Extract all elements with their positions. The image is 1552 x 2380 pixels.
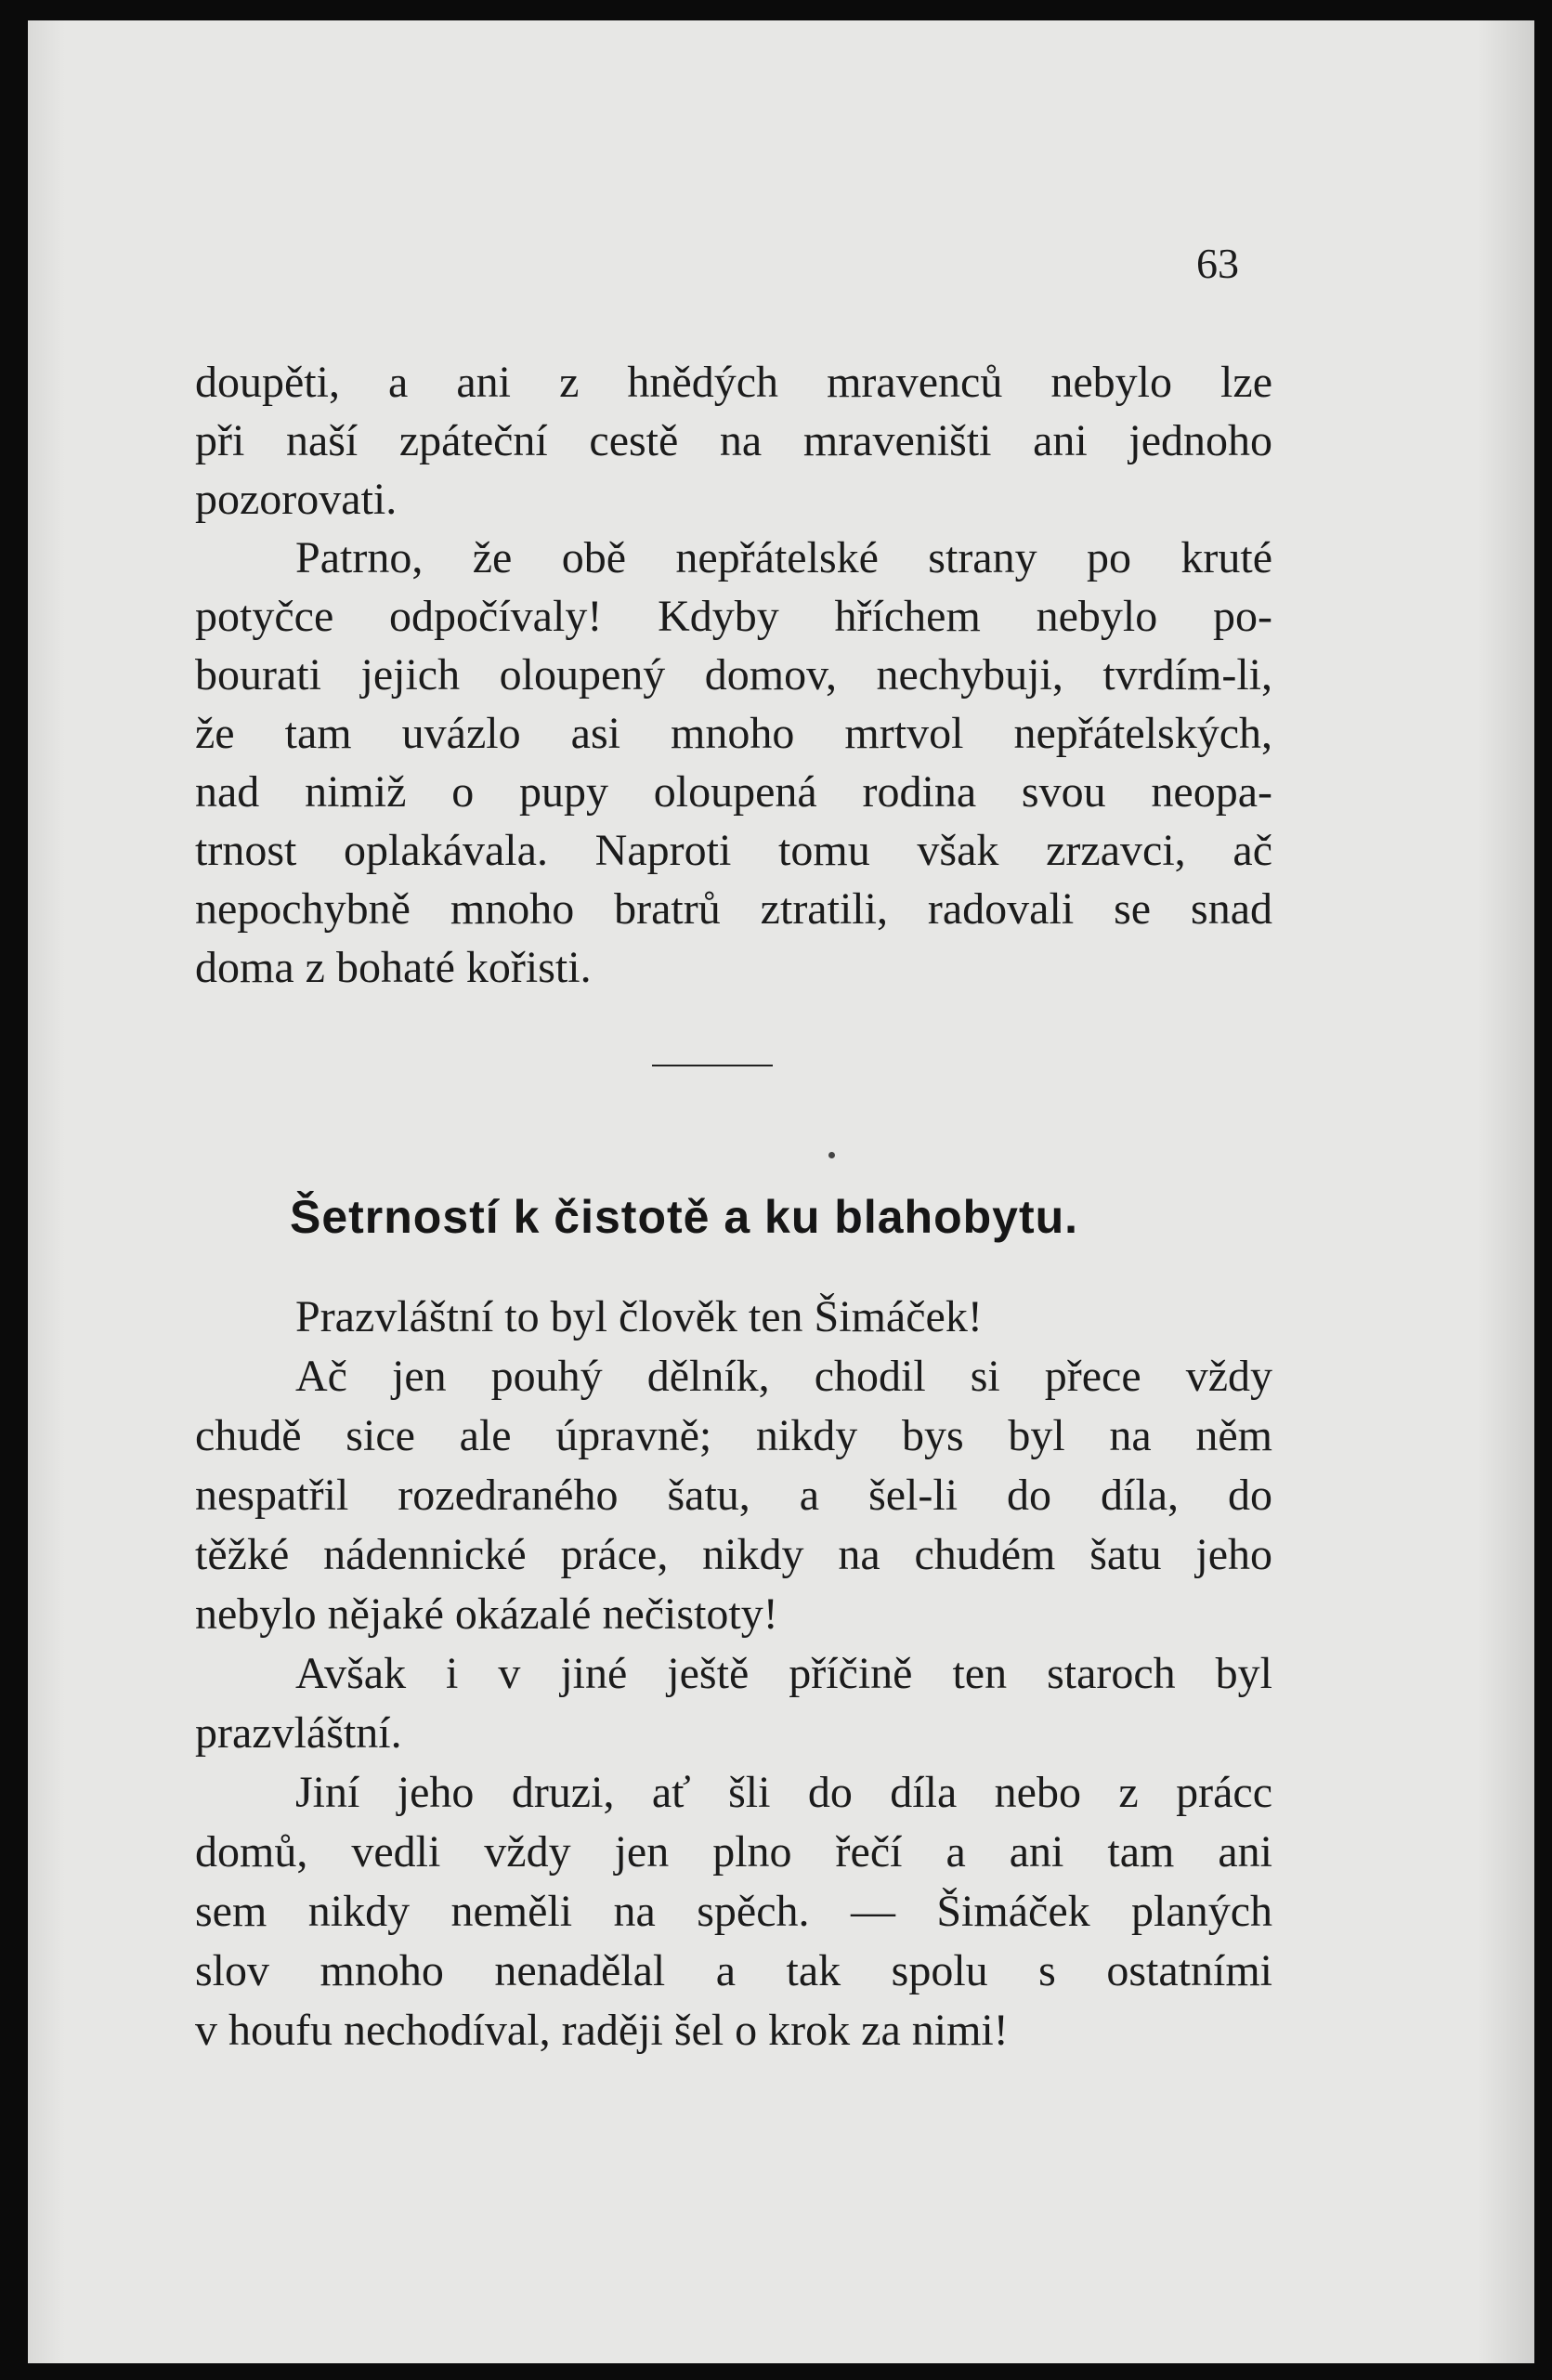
- text-line: nebylo nějaké okázalé nečistoty!: [195, 1589, 778, 1639]
- text-block-top: [195, 353, 1272, 997]
- text-line: slov mnoho nenadělal a tak spolu s ostatními: [195, 1946, 1272, 1995]
- text-line: nepochybně mnoho bratrů ztratili, radovali se snad: [195, 884, 1272, 934]
- text-line: doma z bohaté kořisti.: [195, 943, 592, 992]
- text-line: nad nimiž o pupy oloupená rodina svou neopa-: [195, 767, 1272, 817]
- text-line: doupěti, a ani z hnědých mravenců nebylo lze: [195, 358, 1272, 407]
- text-line: nespatřil rozedraného šatu, a šel-li do díla, do: [195, 1471, 1272, 1520]
- section-divider: [652, 1065, 773, 1066]
- text-line: sem nikdy neměli na spěch. — Šimáček planých: [195, 1887, 1272, 1936]
- text-line: Avšak i v jiné ještě příčině ten staroch byl: [295, 1649, 1272, 1698]
- text-line: že tam uvázlo asi mnoho mrtvol nepřátelských,: [195, 709, 1272, 758]
- text-block-bottom: [195, 1288, 1272, 2060]
- text-line: těžké nádennické práce, nikdy na chudém šatu jeho: [195, 1530, 1272, 1579]
- text-line: potyčce odpočívaly! Kdyby hříchem nebylo po-: [195, 592, 1272, 641]
- section-title: Šetrností k čistotě a ku blahobytu.: [290, 1191, 1079, 1243]
- text-line: domů, vedli vždy jen plno řečí a ani tam ani: [195, 1827, 1272, 1877]
- text-line: prazvláštní.: [195, 1708, 402, 1758]
- page-number: 63: [1196, 240, 1239, 287]
- text-line: v houfu nechodíval, raději šel o krok za nimi!: [195, 2006, 1009, 2055]
- paper-sheet: [28, 20, 1534, 2363]
- text-line: chudě sice ale úpravně; nikdy bys byl na něm: [195, 1411, 1272, 1460]
- text-line: Prazvláštní to byl člověk ten Šimáček!: [295, 1292, 983, 1341]
- text-line: Patrno, že obě nepřátelské strany po kruté: [295, 533, 1272, 582]
- text-line: při naší zpáteční cestě na mraveništi ani jednoho: [195, 416, 1272, 465]
- text-line: trnost oplakávala. Naproti tomu však zrzavci, ač: [195, 826, 1272, 875]
- text-line: Jiní jeho druzi, ať šli do díla nebo z prácc: [295, 1768, 1272, 1817]
- print-speck: [828, 1152, 835, 1158]
- text-line: Ač jen pouhý dělník, chodil si přece vždy: [295, 1352, 1272, 1401]
- text-line: bourati jejich oloupený domov, nechybuji, tvrdím-li,: [195, 650, 1272, 700]
- text-line: pozorovati.: [195, 475, 398, 524]
